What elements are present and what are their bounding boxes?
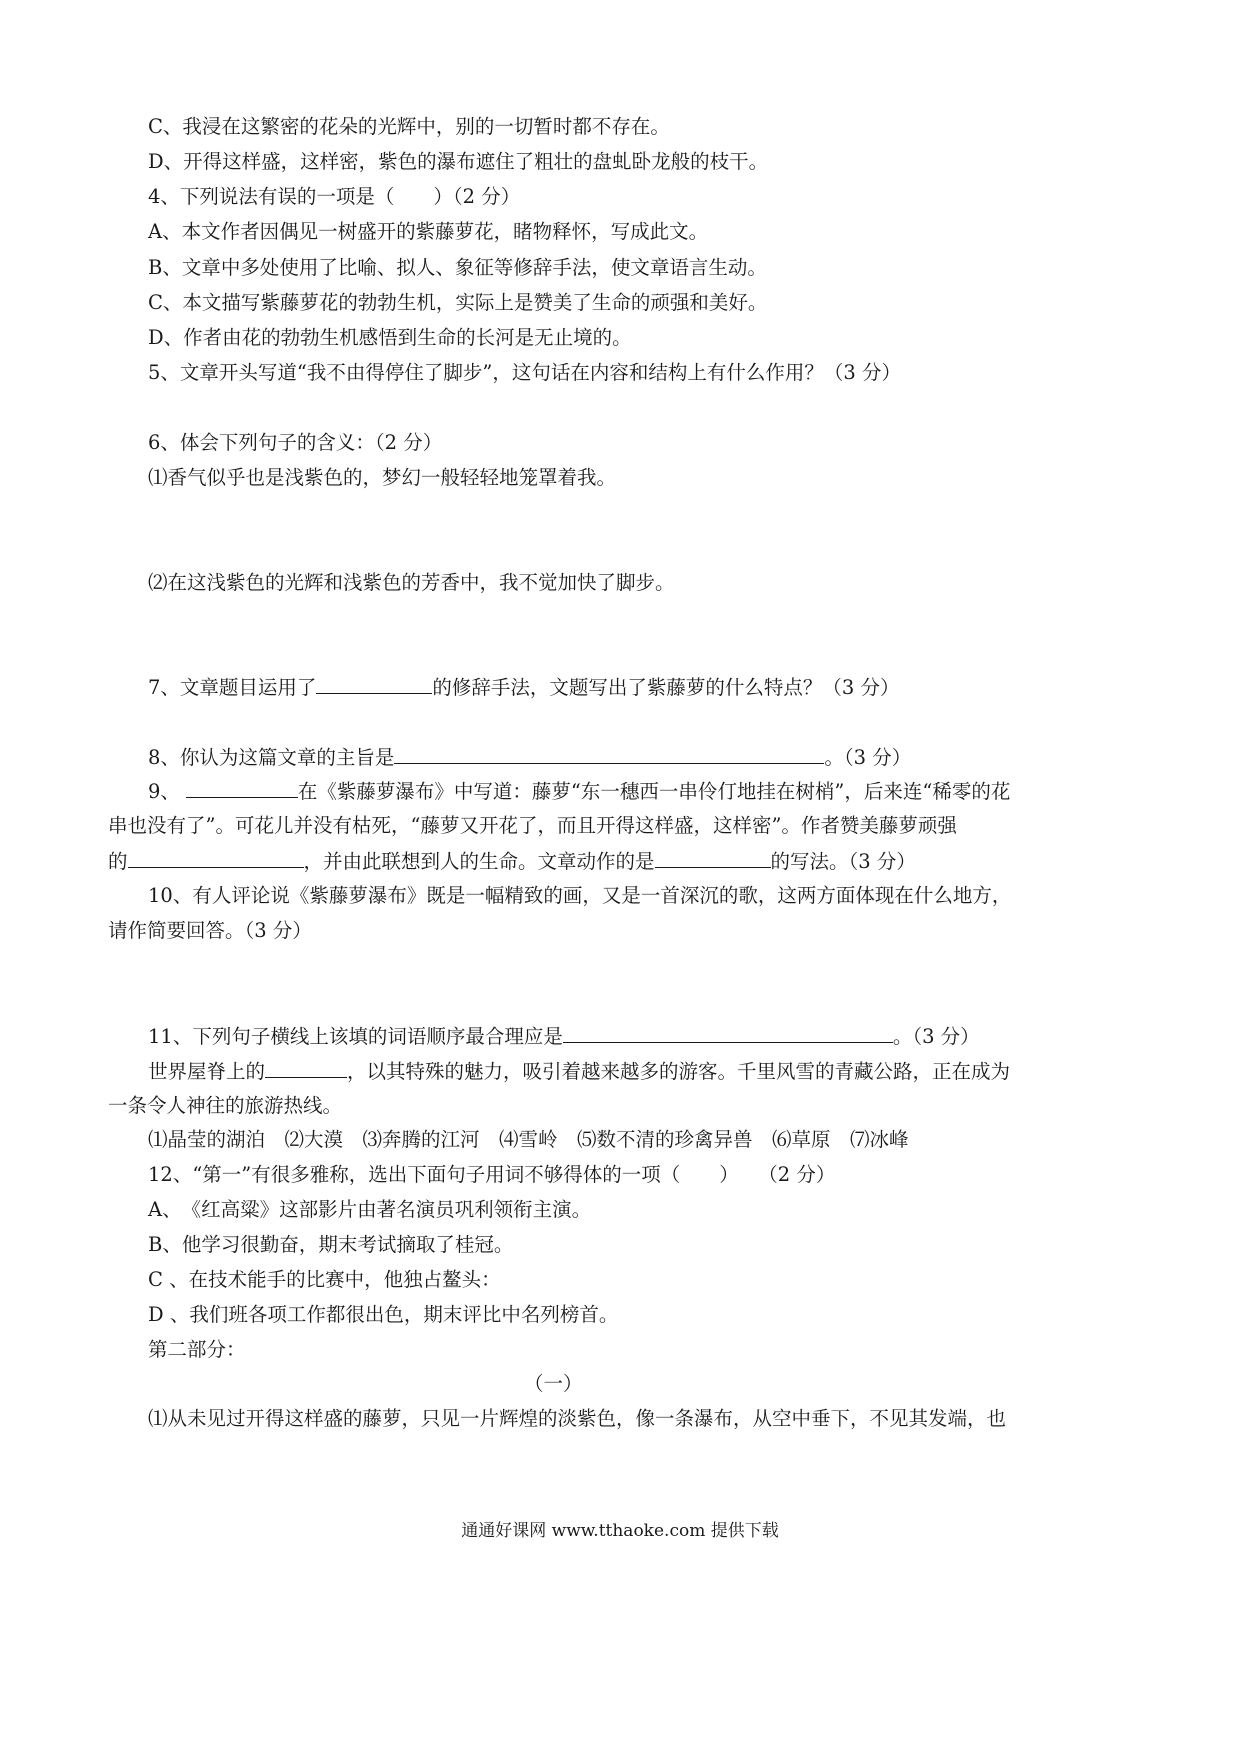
question-4-option-b: B、文章中多处使用了比喻、拟人、象征等修辞手法，使文章语言生动。 [148,256,767,279]
question-12-option-d: D 、我们班各项工作都很出色，期末评比中名列榜首。 [148,1303,619,1326]
question-9-line-1 [148,777,1010,806]
question-6-item-1: ⑴香气似乎也是浅紫色的，梦幻一般轻轻地笼罩着我。 [148,466,617,489]
part-2-heading: 第二部分： [148,1338,246,1361]
question-10-line-2: 请作简要回答。（3 分） [108,919,312,942]
answer-blank[interactable] [186,777,298,798]
question-11-text-d: ，以其特殊的魅力，吸引着越来越多的游客。千里风雪的青藏公路，正在成为 [347,1060,1011,1083]
question-9-line-2: 串也没有了”。可花儿并没有枯死，“藤萝又开花了，而且开得这样盛，这样密”。作者赞美藤萝顽强 [108,814,957,837]
question-11-text-b: 。（3 分） [892,1025,980,1048]
question-12-option-a: A、 《红高粱》这部影片由著名演员巩利领衔主演。 [148,1198,592,1221]
question-4: 4、下列说法有误的一项是（ ）（2 分） [148,185,521,208]
question-12-option-b: B、他学习很勤奋，期末考试摘取了桂冠。 [148,1233,514,1256]
question-4-option-a: A、本文作者因偶见一树盛开的紫藤萝花，睹物释怀，写成此文。 [148,220,709,243]
question-7-text-b: 的修辞手法，文题写出了紫藤萝的什么特点？（3 分） [432,676,900,699]
question-11-text-a: 11、下列句子横线上该填的词语顺序最合理应是 [148,1025,563,1048]
question-6: 6、体会下列句子的含义：（2 分） [148,431,443,454]
question-9-line-3 [108,847,916,876]
page-footer: 通通好课网 www.tthaoke.com 提供下载 [461,1521,779,1541]
answer-blank[interactable] [563,1022,893,1043]
question-8-text-a: 8、你认为这篇文章的主旨是 [148,746,395,769]
question-12: 12、“第一”有很多雅称，选出下面句子用词不够得体的一项（ ） （2 分） [148,1163,836,1186]
question-4-option-c: C、本文描写紫藤萝花的勃勃生机，实际上是赞美了生命的顽强和美好。 [148,291,768,314]
question-6-item-2: ⑵在这浅紫色的光辉和浅紫色的芳香中，我不觉加快了脚步。 [148,571,675,594]
section-1-heading: （一） [524,1372,583,1395]
question-9-text-b: 在《紫藤萝瀑布》中写道：藤萝“东一穗西一串伶仃地挂在树梢”，后来连“稀零的花 [297,780,1011,803]
question-11 [148,1022,980,1051]
answer-blank[interactable] [128,847,304,868]
question-12-option-c: C 、在技术能手的比赛中，他独占鳌头： [148,1268,501,1291]
question-5: 5、文章开头写道“我不由得停住了脚步”，这句话在内容和结构上有什么作用？（3 分） [148,361,901,384]
option-d: D、开得这样盛，这样密，紫色的瀑布遮住了粗壮的盘虬卧龙般的枝干。 [148,150,769,173]
question-11-text-c: 世界屋脊上的 [148,1060,266,1083]
question-7-text-a: 7、文章题目运用了 [148,676,317,699]
answer-blank[interactable] [265,1057,347,1078]
passage-paragraph-1: ⑴从未见过开得这样盛的藤萝，只见一片辉煌的淡紫色，像一条瀑布，从空中垂下，不见其发端，也 [148,1407,1007,1430]
question-11-options: ⑴晶莹的湖泊 ⑵大漠 ⑶奔腾的江河 ⑷雪岭 ⑸数不清的珍禽异兽 ⑹草原 ⑺冰峰 [148,1128,909,1151]
answer-blank[interactable] [655,847,771,868]
question-8 [148,743,911,772]
question-11-sentence-line-1 [148,1057,1010,1086]
question-4-option-d: D、作者由花的勃勃生机感悟到生命的长河是无止境的。 [148,326,632,349]
question-8-text-b: 。（3 分） [824,746,912,769]
answer-blank[interactable] [316,673,432,694]
answer-blank[interactable] [394,743,824,764]
question-10-line-1: 10、有人评论说《紫藤萝瀑布》既是一幅精致的画，又是一首深沉的歌，这两方面体现在什么地方， [148,884,1012,907]
option-c: C、我浸在这繁密的花朵的光辉中，别的一切暂时都不存在。 [148,115,670,138]
question-9-text-d: 的 [108,850,128,873]
question-9-text-a: 9、 [148,780,180,803]
question-7 [148,673,900,702]
question-11-sentence-line-2: 一条令人神往的旅游热线。 [108,1094,343,1117]
question-9-text-f: 的写法。（3 分） [770,850,916,873]
question-9-text-e: ，并由此联想到人的生命。文章动作的是 [303,850,655,873]
